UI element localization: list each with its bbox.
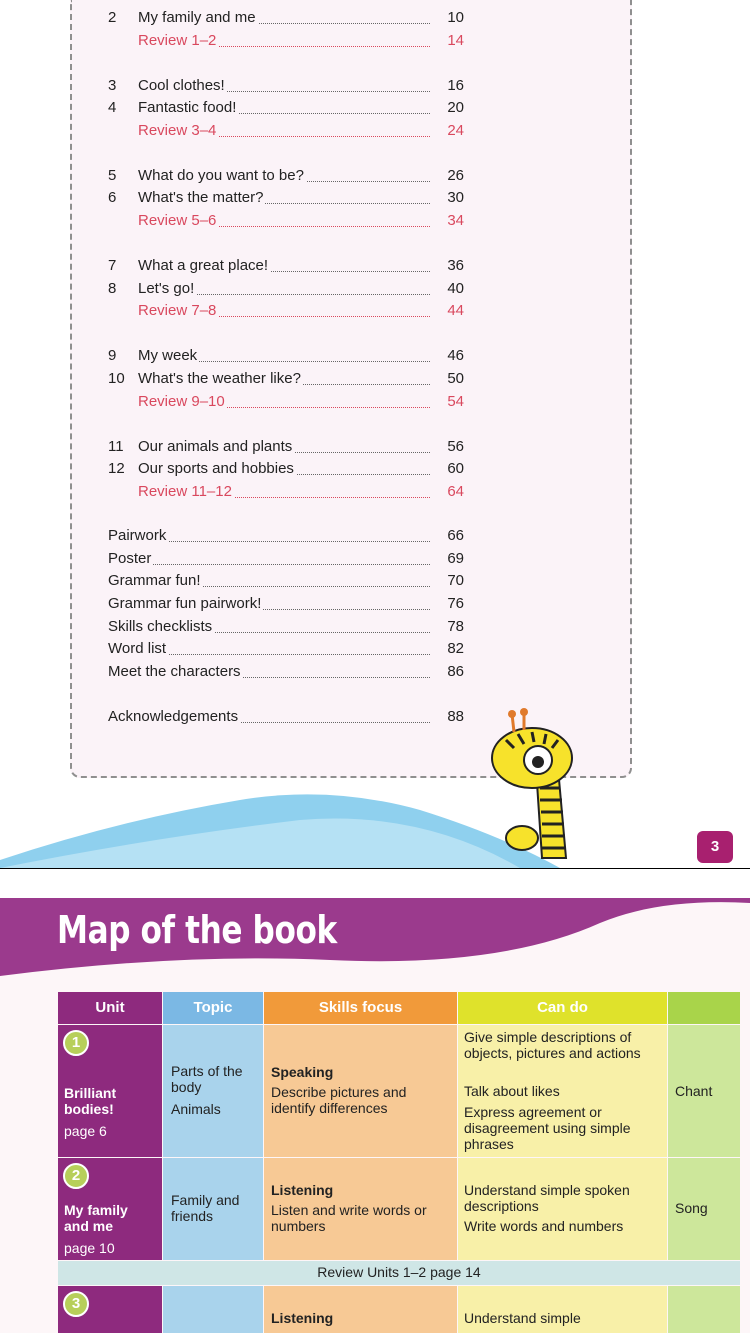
blue-wave-decoration — [0, 780, 750, 868]
toc-page-number: 70 — [447, 572, 464, 589]
toc-title: What's the matter? — [138, 189, 264, 206]
toc-title: Review 3–4 — [138, 122, 217, 139]
toc-row[interactable] — [108, 663, 464, 685]
toc-row[interactable] — [108, 257, 464, 279]
toc-row[interactable] — [108, 189, 464, 211]
toc-unit-number: 8 — [108, 280, 117, 297]
unit3-number: 3 — [63, 1291, 89, 1317]
unit1-number: 1 — [63, 1030, 89, 1056]
unit1-cando-2: Talk about likes — [464, 1083, 560, 1099]
toc-page-number: 30 — [447, 189, 464, 206]
unit1-topic-1: Parts of the body — [171, 1063, 243, 1095]
unit2-cando-1: Understand simple spoken descriptions — [464, 1182, 630, 1214]
unit2-topic-cell — [163, 1158, 263, 1260]
toc-row[interactable] — [108, 302, 464, 324]
toc-title: Grammar fun! — [108, 572, 201, 589]
toc-row[interactable] — [108, 32, 464, 54]
toc-title: Acknowledgements — [108, 708, 239, 725]
unit1-skills-heading: Speaking — [271, 1064, 334, 1080]
toc-unit-number: 5 — [108, 167, 117, 184]
unit2-page: page 10 — [64, 1240, 115, 1256]
toc-row[interactable] — [108, 393, 464, 415]
toc-page-number: 26 — [447, 167, 464, 184]
toc-page-number: 76 — [447, 595, 464, 612]
toc-page-number: 78 — [447, 618, 464, 635]
unit1-page: page 6 — [64, 1123, 107, 1139]
toc-title: Review 9–10 — [138, 393, 225, 410]
toc-row[interactable] — [108, 167, 464, 189]
unit3-topic-cell — [163, 1286, 263, 1333]
toc-page-number: 88 — [447, 708, 464, 725]
toc-page-number: 10 — [447, 9, 464, 26]
toc-title: Meet the characters — [108, 663, 241, 680]
unit1-cando-1: Give simple descriptions of objects, pictures and actions — [464, 1029, 641, 1061]
toc-title: Review 11–12 — [138, 483, 232, 500]
toc-unit-number: 7 — [108, 257, 117, 274]
toc-title: Our animals and plants — [138, 438, 293, 455]
unit2-extra: Song — [675, 1200, 708, 1216]
unit1-cell[interactable] — [58, 1025, 162, 1157]
unit3-extra-cell — [668, 1286, 740, 1333]
toc-title: Poster — [108, 550, 152, 567]
toc-title: My family and me — [138, 9, 256, 26]
header-topic: Topic — [163, 992, 263, 1024]
unit3-cell[interactable] — [58, 1286, 162, 1333]
toc-row[interactable] — [108, 99, 464, 121]
map-page — [0, 898, 750, 1333]
toc-page-number: 34 — [447, 212, 464, 229]
toc-title: Let's go! — [138, 280, 195, 297]
toc-row[interactable] — [108, 527, 464, 549]
unit1-extra-cell — [668, 1025, 740, 1157]
toc-page-number: 69 — [447, 550, 464, 567]
unit3-cando-partial: Understand simple — [464, 1310, 581, 1326]
toc-row[interactable] — [108, 212, 464, 234]
unit2-skills-text: Listen and write words or numbers — [271, 1202, 427, 1234]
toc-title: Pairwork — [108, 527, 167, 544]
toc-unit-number: 9 — [108, 347, 117, 364]
toc-page-number: 86 — [447, 663, 464, 680]
toc-row[interactable] — [108, 370, 464, 392]
header-extra — [668, 992, 740, 1024]
toc-title: What a great place! — [138, 257, 269, 274]
toc-title: What do you want to be? — [138, 167, 304, 184]
toc-title: Review 1–2 — [138, 32, 217, 49]
unit2-skills-cell — [264, 1158, 457, 1260]
toc-title: Review 5–6 — [138, 212, 217, 229]
unit1-name: Brilliant bodies! — [64, 1085, 117, 1117]
toc-row[interactable] — [108, 9, 464, 31]
toc-row[interactable] — [108, 122, 464, 144]
toc-title: Grammar fun pairwork! — [108, 595, 262, 612]
unit1-extra: Chant — [675, 1083, 713, 1099]
header-cando: Can do — [458, 992, 667, 1024]
unit2-cando-2: Write words and numbers — [464, 1218, 624, 1234]
toc-title: My week — [138, 347, 198, 364]
toc-row[interactable] — [108, 483, 464, 505]
toc-page-number: 54 — [447, 393, 464, 410]
toc-page-number: 40 — [447, 280, 464, 297]
toc-row[interactable] — [108, 347, 464, 369]
unit3-skills-cell — [264, 1286, 457, 1333]
unit1-cando-3: Express agreement or disagreement using simple phrases — [464, 1104, 631, 1152]
toc-unit-number: 12 — [108, 460, 125, 477]
header-unit: Unit — [58, 992, 162, 1024]
toc-page-number: 36 — [447, 257, 464, 274]
unit1-skills-cell — [264, 1025, 457, 1157]
unit2-number: 2 — [63, 1163, 89, 1189]
toc-title: Fantastic food! — [138, 99, 237, 116]
unit2-cell[interactable] — [58, 1158, 162, 1260]
unit2-topic: Family and friends — [171, 1192, 240, 1224]
toc-page-number: 44 — [447, 302, 464, 319]
review-row[interactable]: Review Units 1–2 page 14 — [58, 1261, 740, 1285]
toc-page-number: 56 — [447, 438, 464, 455]
toc-page-number: 14 — [447, 32, 464, 49]
toc-row[interactable] — [108, 595, 464, 617]
toc-row[interactable] — [108, 640, 464, 662]
map-title: Map of the book — [57, 908, 337, 952]
unit2-skills-heading: Listening — [271, 1182, 334, 1198]
toc-page-number: 64 — [447, 483, 464, 500]
toc-unit-number: 3 — [108, 77, 117, 94]
toc-title: What's the weather like? — [138, 370, 301, 387]
unit1-topic-cell — [163, 1025, 263, 1157]
toc-title: Cool clothes! — [138, 77, 225, 94]
toc-row[interactable] — [108, 550, 464, 572]
unit2-cando-cell — [458, 1158, 667, 1260]
toc-page-number: 20 — [447, 99, 464, 116]
toc-title: Review 7–8 — [138, 302, 217, 319]
toc-page-number: 66 — [447, 527, 464, 544]
toc-unit-number: 6 — [108, 189, 117, 206]
toc-row[interactable] — [108, 708, 464, 730]
toc-unit-number: 2 — [108, 9, 117, 26]
toc-page-number: 50 — [447, 370, 464, 387]
toc-leader-dots — [108, 564, 430, 565]
toc-row[interactable] — [108, 77, 464, 99]
unit3-skills-heading: Listening — [271, 1310, 334, 1326]
unit1-skills-text: Describe pictures and identify differences — [271, 1084, 407, 1116]
unit2-name: My family and me — [64, 1202, 128, 1234]
page-number-badge: 3 — [697, 831, 733, 863]
toc-title: Our sports and hobbies — [138, 460, 294, 477]
toc-row[interactable] — [108, 438, 464, 460]
toc-unit-number: 10 — [108, 370, 125, 387]
unit1-cando-cell — [458, 1025, 667, 1157]
page-gap — [0, 869, 750, 898]
toc-page-number: 24 — [447, 122, 464, 139]
toc-row[interactable] — [108, 460, 464, 482]
unit1-topic-2: Animals — [171, 1101, 221, 1117]
toc-row[interactable] — [108, 618, 464, 640]
unit3-cando-cell — [458, 1286, 667, 1333]
toc-page-number: 46 — [447, 347, 464, 364]
unit2-extra-cell — [668, 1158, 740, 1260]
toc-row[interactable] — [108, 280, 464, 302]
toc-page-number: 60 — [447, 460, 464, 477]
toc-unit-number: 4 — [108, 99, 117, 116]
toc-title: Word list — [108, 640, 167, 657]
toc-unit-number: 11 — [108, 438, 124, 455]
header-skills: Skills focus — [264, 992, 457, 1024]
giraffe-mascot-icon — [486, 708, 582, 868]
toc-page-number: 16 — [447, 77, 464, 94]
toc-page-number: 82 — [447, 640, 464, 657]
toc-title: Skills checklists — [108, 618, 213, 635]
toc-row[interactable] — [108, 572, 464, 594]
